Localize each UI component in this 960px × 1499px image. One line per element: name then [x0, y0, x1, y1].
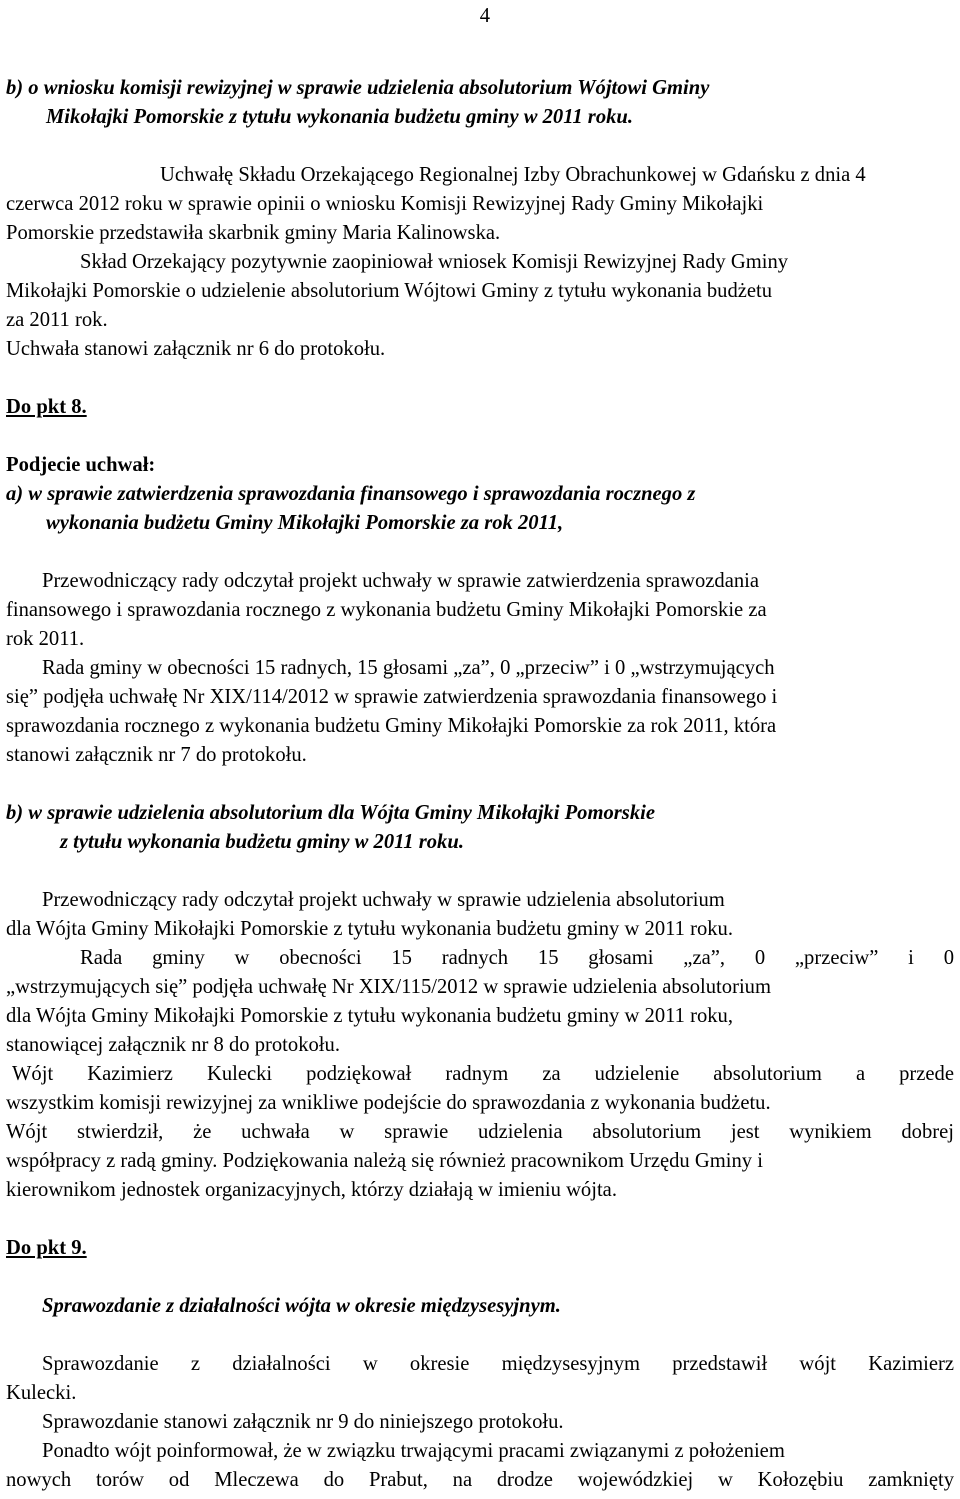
- paragraph-line: Rada gminy w obecności 15 radnych, 15 głosami „za”, 0 „przeciw” i 0 „wstrzymujących: [42, 657, 775, 679]
- paragraph-line: stanowi załącznik nr 7 do protokołu.: [6, 744, 307, 766]
- paragraph-line: Mikołajki Pomorskie o udzielenie absolutorium Wójtowi Gminy z tytułu wykonania budżetu: [6, 280, 773, 302]
- paragraph-line: dla Wójta Gminy Mikołajki Pomorskie z tytułu wykonania budżetu gminy w 2011 roku,: [6, 1005, 733, 1027]
- paragraph-line: Przewodniczący rady odczytał projekt uchwały w sprawie zatwierdzenia sprawozdania: [42, 570, 760, 592]
- paragraph-line: Sprawozdanie z działalności w okresie międzysesyjnym przedstawił wójt Kazimierz: [42, 1353, 954, 1375]
- sprawozdanie-heading: Sprawozdanie z działalności wójta w okresie międzysesyjnym.: [42, 1295, 561, 1317]
- paragraph-line: rok 2011.: [6, 628, 85, 650]
- item-b-heading-line-2: z tytułu wykonania budżetu gminy w 2011 roku.: [60, 831, 464, 853]
- paragraph-line: czerwca 2012 roku w sprawie opinii o wniosku Komisji Rewizyjnej Rady Gminy Mikołajki: [6, 193, 764, 215]
- paragraph-line: Uchwała stanowi załącznik nr 6 do protokołu.: [6, 338, 386, 360]
- section-b-heading-line-1: b) o wniosku komisji rewizyjnej w sprawie udzielenia absolutorium Wójtowi Gminy: [6, 77, 710, 99]
- paragraph-line: stanowiącej załącznik nr 8 do protokołu.: [6, 1034, 340, 1056]
- paragraph-line: Pomorskie przedstawiła skarbnik gminy Maria Kalinowska.: [6, 222, 501, 244]
- paragraph-line: Przewodniczący rady odczytał projekt uchwały w sprawie udzielenia absolutorium: [42, 889, 725, 911]
- paragraph-line: kierownikom jednostek organizacyjnych, którzy działają w imieniu wójta.: [6, 1179, 617, 1201]
- paragraph-line: Sprawozdanie stanowi załącznik nr 9 do niniejszego protokołu.: [42, 1411, 564, 1433]
- paragraph-line: Wójt stwierdził, że uchwała w sprawie udzielenia absolutorium jest wynikiem dobrej: [6, 1121, 954, 1143]
- paragraph-line: wszystkim komisji rewizyjnej za wnikliwe podejście do sprawozdania z wykonania budżetu.: [6, 1092, 771, 1114]
- item-a-heading-line-2: wykonania budżetu Gminy Mikołajki Pomorskie za rok 2011,: [46, 512, 564, 534]
- section-heading-pkt-8: Do pkt 8.: [6, 396, 87, 418]
- item-a-heading-line-1: a) w sprawie zatwierdzenia sprawozdania finansowego i sprawozdania rocznego z: [6, 483, 696, 505]
- section-heading-pkt-9: Do pkt 9.: [6, 1237, 87, 1259]
- paragraph-line: Wójt Kazimierz Kulecki podziękował radnym za udzielenie absolutorium a przede: [12, 1063, 954, 1085]
- paragraph-line: Ponadto wójt poinformował, że w związku trwającymi pracami związanymi z położeniem: [42, 1440, 785, 1462]
- item-b-heading-line-1: b) w sprawie udzielenia absolutorium dla Wójta Gminy Mikołajki Pomorskie: [6, 802, 655, 824]
- paragraph-line: nowych torów od Mleczewa do Prabut, na drodze wojewódzkiej w Kołozębiu zamknięty: [6, 1469, 954, 1491]
- paragraph-line: „wstrzymujących się” podjęła uchwałę Nr XIX/115/2012 w sprawie udzielenia absolutorium: [6, 976, 771, 998]
- paragraph-line: Kulecki.: [6, 1382, 77, 1404]
- paragraph-line: finansowego i sprawozdania rocznego z wykonania budżetu Gminy Mikołajki Pomorskie za: [6, 599, 767, 621]
- paragraph-line: Uchwałę Składu Orzekającego Regionalnej Izby Obrachunkowej w Gdańsku z dnia 4: [160, 164, 866, 186]
- paragraph-line: się” podjęła uchwałę Nr XIX/114/2012 w sprawie zatwierdzenia sprawozdania finansowego i: [6, 686, 778, 708]
- paragraph-line: współpracy z radą gminy. Podziękowania należą się również pracownikom Urzędu Gminy i: [6, 1150, 763, 1172]
- paragraph-line: Skład Orzekający pozytywnie zaopiniował wniosek Komisji Rewizyjnej Rady Gminy: [80, 251, 789, 273]
- paragraph-line: dla Wójta Gminy Mikołajki Pomorskie z tytułu wykonania budżetu gminy w 2011 roku.: [6, 918, 733, 940]
- paragraph-line: za 2011 rok.: [6, 309, 108, 331]
- section-b-heading-line-2: Mikołajki Pomorskie z tytułu wykonania budżetu gminy w 2011 roku.: [46, 106, 634, 128]
- paragraph-line: sprawozdania rocznego z wykonania budżetu Gminy Mikołajki Pomorskie za rok 2011, która: [6, 715, 777, 737]
- paragraph-line: Rada gminy w obecności 15 radnych 15 głosami „za”, 0 „przeciw” i 0: [80, 947, 954, 969]
- page-number: 4: [479, 5, 490, 27]
- subheading-podjecie-uchwal: Podjecie uchwał:: [6, 454, 156, 476]
